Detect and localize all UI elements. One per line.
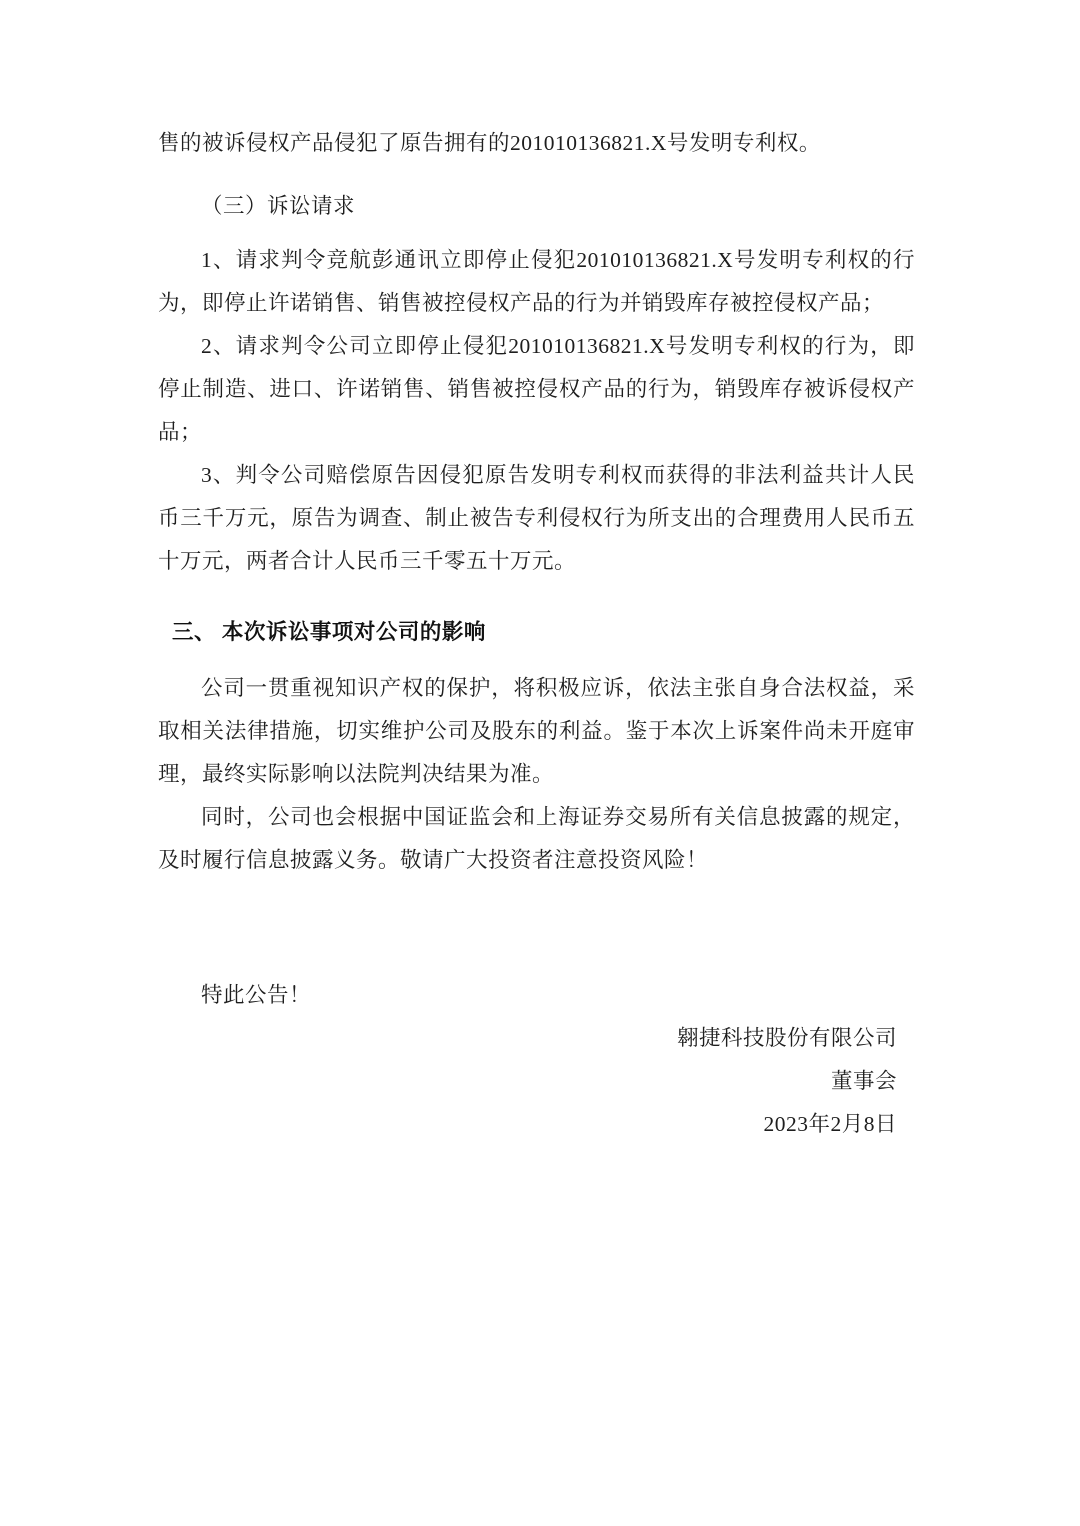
signature-company-name: 翱捷科技股份有限公司 — [676, 1026, 897, 1050]
signature-block — [158, 1017, 915, 1146]
impact-paragraph-2: 同时，公司也会根据中国证监会和上海证券交易所有关信息披露的规定，及时履行信息披露义务。敬请广大投资者注意投资风险！ — [158, 805, 915, 872]
continuation-text-line: 售的被诉侵权产品侵犯了原告拥有的201010136821.X号发明专利权。 — [158, 131, 821, 155]
impact-paragraph-1: 公司一贯重视知识产权的保护，将积极应诉，依法主张自身合法权益，采取相关法律措施，切实维护公司及股东的利益。鉴于本次上诉案件尚未开庭审理，最终实际影响以法院判决结果为准。 — [158, 676, 915, 786]
claim-item-2: 2、请求判令公司立即停止侵犯201010136821.X号发明专利权的行为，即停止制造、进口、许诺销售、销售被控侵权产品的行为，销毁库存被诉侵权产品； — [158, 334, 915, 444]
signature-date: 2023年2月8日 — [763, 1112, 897, 1136]
signature-board-of-directors: 董事会 — [830, 1069, 897, 1093]
section-heading-impact-on-company: 三、 本次诉讼事项对公司的影响 — [172, 620, 486, 644]
closing-statement: 特此公告！ — [201, 983, 312, 1007]
claim-item-3: 3、判令公司赔偿原告因侵犯原告发明专利权而获得的非法利益共计人民币三千万元，原告为调查、制止被告专利侵权行为所支出的合理费用人民币五十万元，两者合计人民币三千零五十万元。 — [158, 463, 915, 573]
claim-item-1: 1、请求判令竞航彭通讯立即停止侵犯201010136821.X号发明专利权的行为，即停止许诺销售、销售被控侵权产品的行为并销毁库存被控侵权产品； — [158, 248, 915, 315]
subsection-heading-litigation-claims: （三）诉讼请求 — [201, 194, 356, 218]
